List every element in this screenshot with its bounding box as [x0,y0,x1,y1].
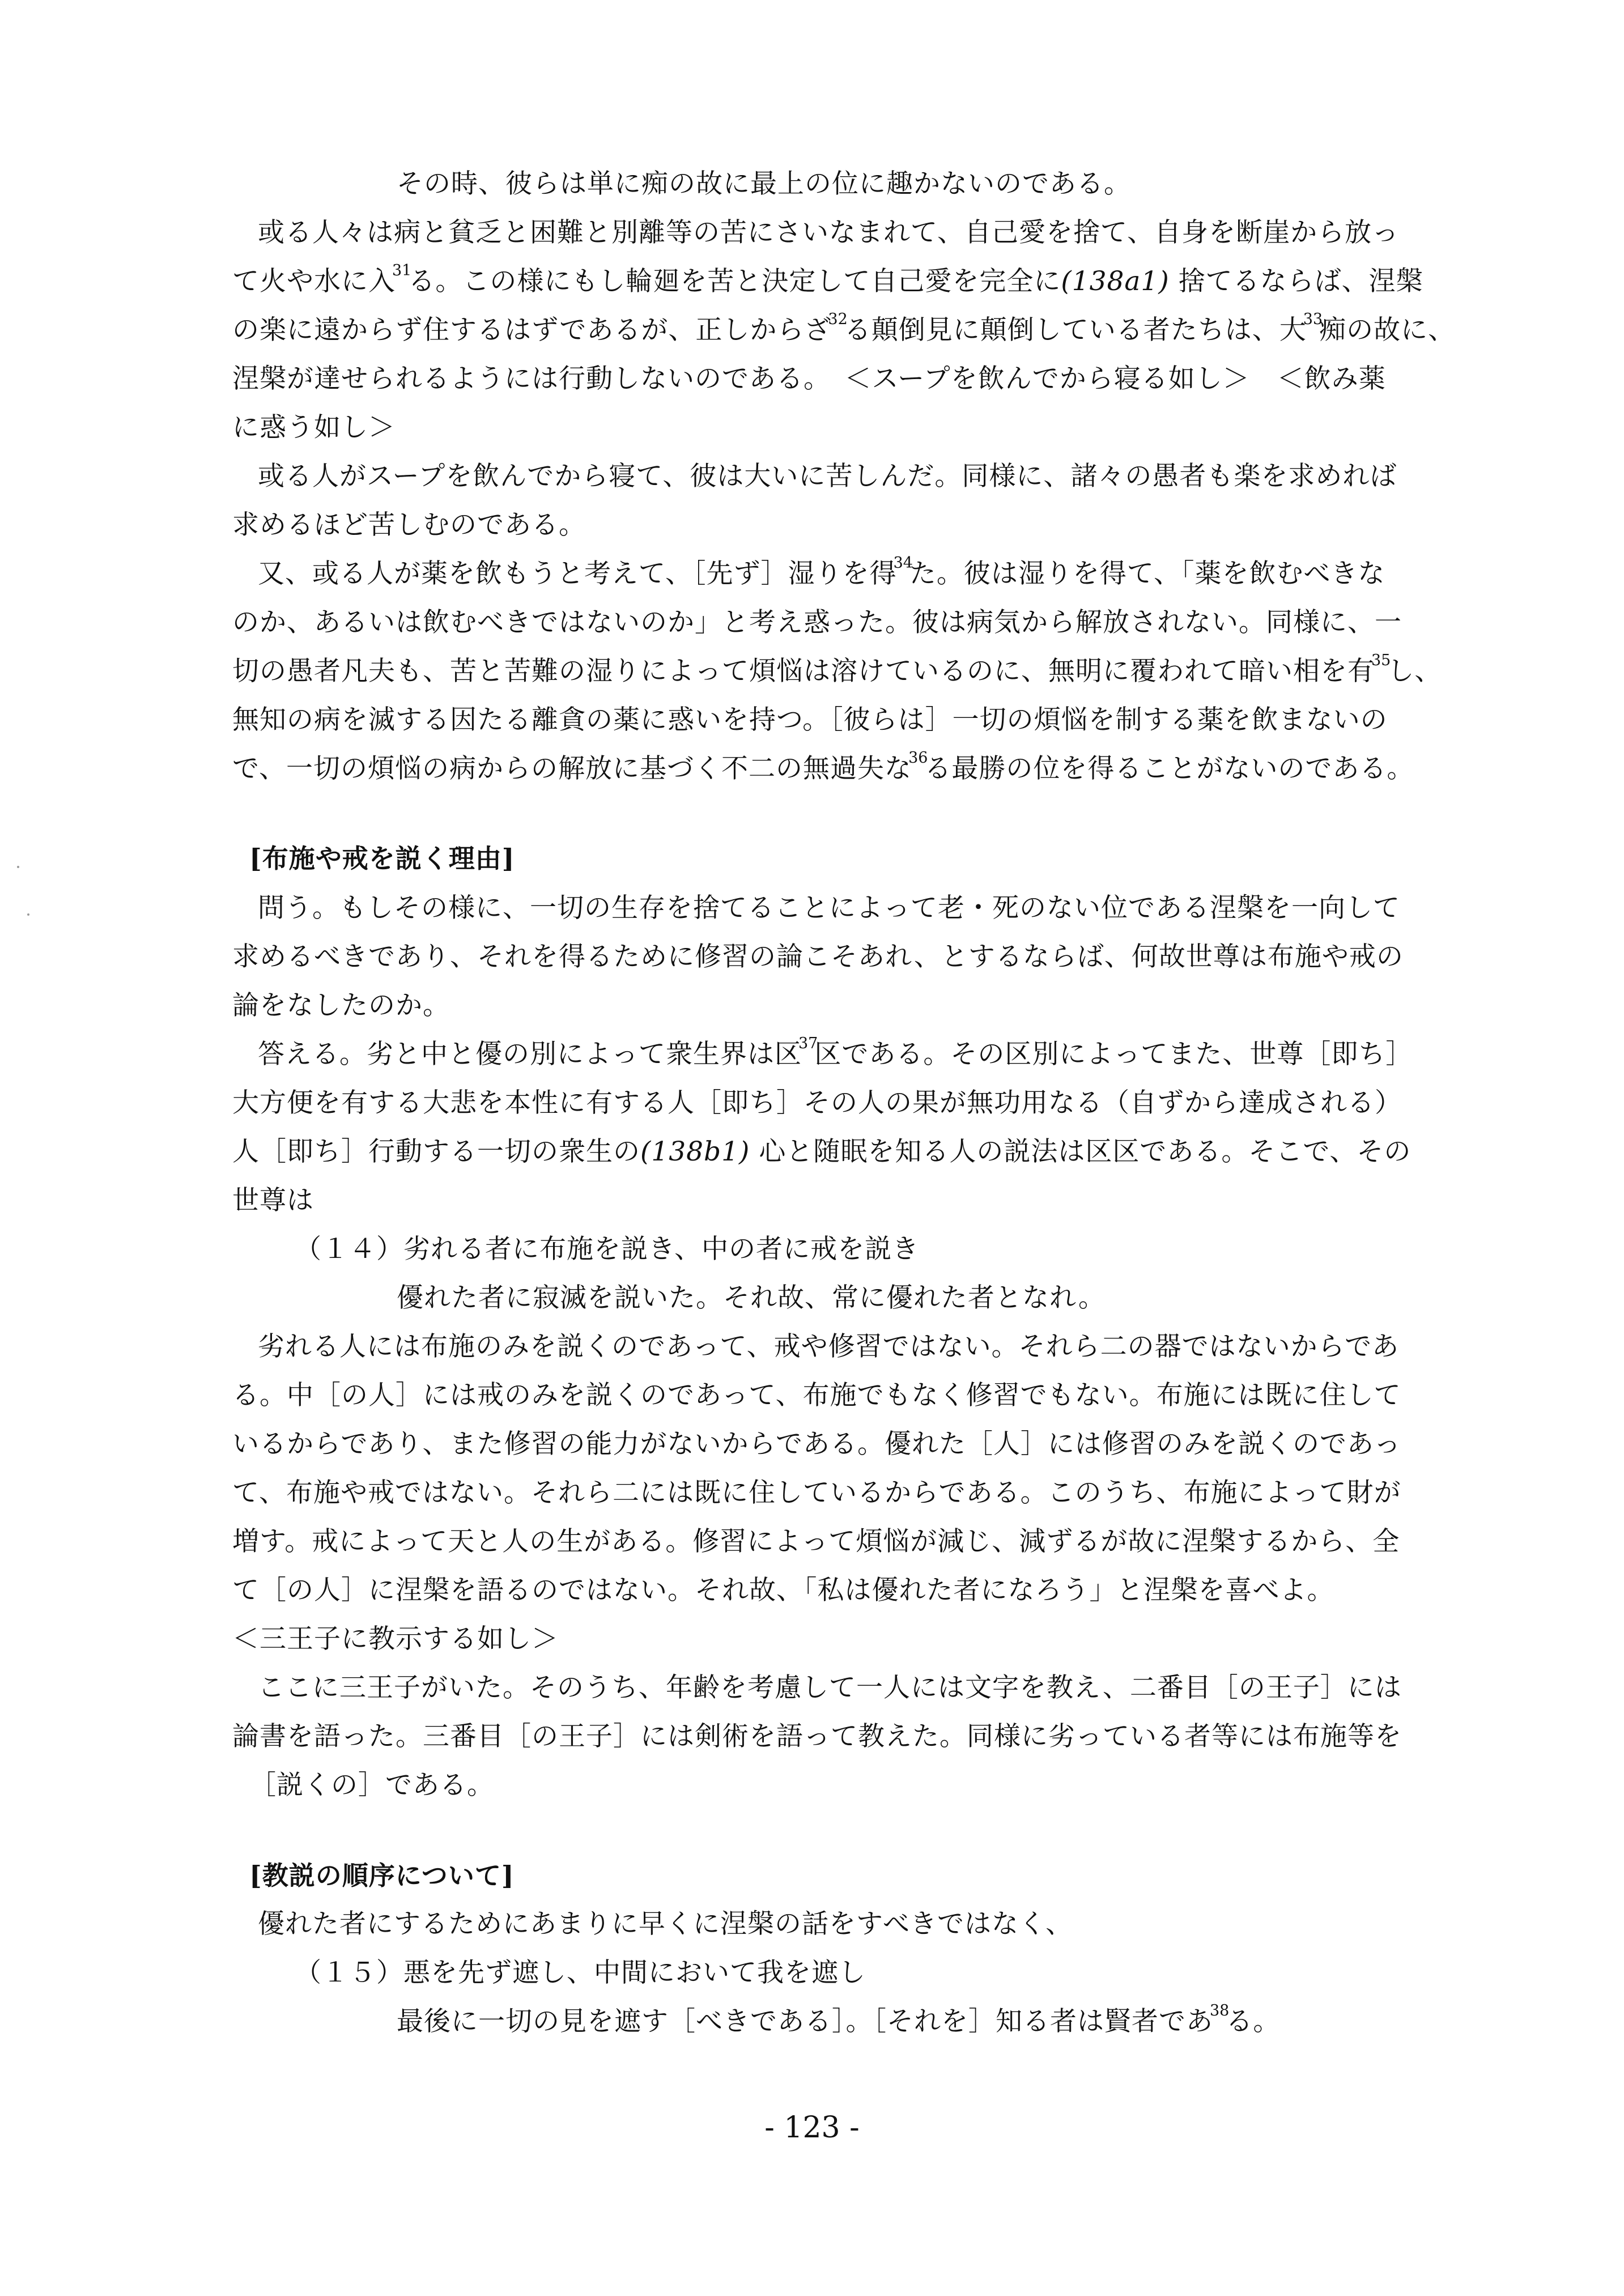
text-line [232,262,1423,303]
text-line [258,1035,1413,1075]
text-segment: 最後に一切の見を遮す［べきである］。［それを］知る者は賢者であ [397,2006,1213,2037]
folio-marker: (138a1) [1061,266,1170,297]
text-line [232,362,1386,396]
text-segment: 或る人がスープを飲んでから寝て、彼は大いに苦しんだ。同様に、諸々の愚者も楽を求めれば [258,461,1397,492]
text-segment: （１４）劣れる者に布施を説き、中の者に戒を説き [295,1234,920,1265]
verse-line [295,1956,866,1990]
text-line [232,940,1404,974]
text-line [258,216,1399,250]
text-line [258,554,1385,595]
folio-marker: (138b1) [640,1136,750,1167]
text-line [232,989,450,1023]
text-line [232,1622,559,1656]
text-segment: で、一切の煩悩の病からの解放に基づく不二の無過失な [232,753,912,784]
text-segment: て［の人］に涅槃を語るのではない。それ故、「私は優れた者になろう」と涅槃を喜べよ。 [232,1575,1334,1606]
text-segment: 優れた者にするためにあまりに早くに涅槃の話をすべきではなく、 [258,1908,1073,1940]
text-line [258,1330,1399,1364]
text-segment: 或る人々は病と貧乏と困難と別離等の苦にさいなまれて、自己愛を捨て、自身を断崖から放っ [258,217,1400,248]
note-reference: 37 [798,1035,818,1052]
text-segment: 論をなしたのか。 [232,990,450,1021]
note-reference: 31 [392,262,412,279]
text-line [258,1907,1073,1941]
text-segment: 求めるほど苦しむのである。 [232,509,586,541]
text-line [232,508,586,542]
text-line [232,654,1442,692]
note-reference: 36 [908,749,928,767]
text-segment: 捨てるならば、涅槃 [1169,266,1423,297]
text-segment: （１５）悪を先ず遮し、中間において我を遮し [295,1957,866,1988]
text-line [232,749,1414,790]
text-segment: 無知の病を滅する因たる離貪の薬に惑いを持つ。［彼らは］一切の煩悩を制する薬を飲まないの [232,704,1388,735]
text-segment: 痴の故に、 [1319,314,1456,346]
text-line [232,1574,1334,1608]
text-line [232,313,1455,351]
text-segment: 論書を語った。三番目［の王子］には剣術を語って教えた。同様に劣っている者等には布施等を [232,1721,1402,1752]
text-segment: のか、あるいは飲むべきではないのか」と考え惑った。彼は病気から解放されない。同様に、一 [232,607,1402,638]
text-segment: 心と随眠を知る人の説法は区区である。そこで、その [750,1136,1412,1167]
text-line [397,167,1131,201]
text-segment: に惑う如し＞ [232,412,396,443]
text-segment: 区である。その区別によってまた、世尊［即ち］ [814,1039,1413,1070]
text-segment: る。 [1226,2006,1281,2037]
text-segment: ＜三王子に教示する如し＞ [232,1623,559,1655]
scan-speck [27,913,29,916]
scan-speck [17,866,19,868]
note-reference: 34 [893,554,913,572]
text-line [232,1720,1402,1754]
text-line [249,1768,494,1802]
text-segment: いるからであり、また修習の能力がないからである。優れた［人］には修習のみを説くのであっ [232,1428,1401,1460]
text-line [258,460,1397,494]
text-line [232,606,1402,640]
text-segment: 優れた者に寂滅を説いた。それ故、常に優れた者となれ。 [397,1282,1106,1313]
text-segment: 求めるべきであり、それを得るために修習の論こそあれ、とするならば、何故世尊は布施や戒の [232,941,1404,972]
text-line [232,1379,1401,1413]
text-segment: た。彼は湿りを得て、「薬を飲むべきな [909,558,1385,589]
text-segment: る。中［の人］には戒のみを説くのであって、布施でもなく修習でもない。布施には既に住して [232,1380,1401,1411]
text-line [232,1184,314,1218]
note-reference: 32 [828,311,848,328]
text-segment: 人［即ち］行動する一切の衆生の [232,1136,640,1167]
text-segment: の楽に遠からず住するはずであるが、正しからざ [232,314,832,346]
text-segment: し、 [1387,656,1442,687]
verse-line [397,1281,1106,1315]
text-segment: ここに三王子がいた。そのうち、年齢を考慮して一人には文字を教え、二番目［の王子］には [258,1672,1402,1703]
text-line [258,891,1400,925]
text-segment: ［説くの］である。 [249,1770,494,1801]
text-line [232,1476,1401,1510]
text-segment: その時、彼らは単に痴の故に最上の位に趣かないのである。 [397,168,1131,199]
text-segment: 増す。戒によって天と人の生がある。修習によって煩悩が減じ、減ずるが故に涅槃するから、全 [232,1526,1400,1557]
text-segment: 切の愚者凡夫も、苦と苦難の湿りによって煩悩は溶けているのに、無明に覆われて暗い相を有 [232,656,1375,687]
text-line [258,1671,1402,1705]
text-line [232,411,396,445]
text-segment: 大方便を有する大悲を本性に有する人［即ち］その人の果が無功用なる（自ずから達成される） [232,1087,1402,1119]
text-segment: 世尊は [232,1185,314,1216]
text-segment: 劣れる人には布施のみを説くのであって、戒や修習ではない。それら二の器ではないからであ [258,1331,1400,1362]
text-segment: 答える。劣と中と優の別によって衆生界は区 [258,1039,802,1070]
text-line [232,1135,1411,1169]
note-reference: 35 [1371,652,1391,669]
verse-line [295,1232,919,1266]
note-reference: 33 [1303,311,1323,328]
text-segment: て、布施や戒ではない。それら二には既に住しているからである。このうち、布施によって財が [232,1477,1401,1508]
text-line [232,1525,1400,1559]
text-segment: る。この様にもし輪廻を苦と決定して自己愛を完全に [408,266,1061,297]
section-heading [249,841,515,875]
text-segment: 問う。もしその様に、一切の生存を捨てることによって老・死のない位である涅槃を一向して [258,892,1400,924]
page-number: - 123 - [764,2111,860,2145]
verse-line [397,2002,1281,2043]
text-segment: 又、或る人が薬を飲もうと考えて、［先ず］湿りを得 [258,558,897,589]
text-segment: る顛倒見に顛倒している者たちは、大 [844,314,1307,346]
text-segment: 涅槃が達せられるようには行動しないのである。 ＜スープを飲んでから寝る如し＞ ＜飲み薬 [232,363,1386,394]
text-line [232,1086,1402,1120]
text-segment: [布施や戒を説く理由] [249,843,515,874]
text-segment: て火や水に入 [232,266,396,297]
note-reference: 38 [1210,2002,1230,2019]
section-heading [249,1859,515,1893]
text-line [232,1427,1401,1461]
text-segment: る最勝の位を得ることがないのである。 [924,753,1414,784]
text-line [232,703,1388,737]
text-segment: [教説の順序について] [249,1860,515,1891]
